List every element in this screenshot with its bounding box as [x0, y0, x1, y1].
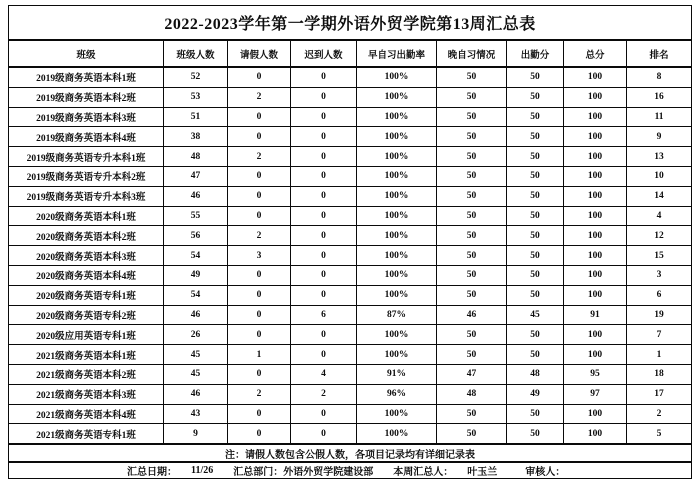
value-cell: 100: [564, 424, 627, 444]
value-cell: 50: [437, 424, 507, 444]
class-name-cell: 2019级商务英语本科2班: [9, 87, 164, 107]
value-cell: 50: [437, 404, 507, 424]
class-name-cell: 2020级商务英语本科1班: [9, 206, 164, 226]
value-cell: 17: [627, 384, 692, 404]
value-cell: 100%: [357, 285, 437, 305]
summary-person-value: 叶玉兰: [467, 467, 498, 479]
table-row: [9, 384, 692, 404]
class-name-cell: 2019级商务英语本科3班: [9, 107, 164, 127]
value-cell: 7: [627, 325, 692, 345]
value-cell: 100: [564, 345, 627, 365]
value-cell: 100: [564, 285, 627, 305]
value-cell: 50: [507, 265, 564, 285]
value-cell: 48: [437, 384, 507, 404]
value-cell: 18: [627, 364, 692, 384]
value-cell: 0: [228, 285, 291, 305]
class-name-cell: 2020级商务英语本科4班: [9, 265, 164, 285]
value-cell: 0: [228, 206, 291, 226]
value-cell: 50: [437, 67, 507, 87]
value-cell: 0: [228, 107, 291, 127]
value-cell: 97: [564, 384, 627, 404]
class-name-cell: 2019级商务英语本科1班: [9, 67, 164, 87]
value-cell: 19: [627, 305, 692, 325]
value-cell: 12: [627, 226, 692, 246]
value-cell: 6: [627, 285, 692, 305]
class-name-cell: 2020级应用英语专科1班: [9, 325, 164, 345]
value-cell: 0: [228, 67, 291, 87]
column-header-rank: 排名: [627, 40, 692, 67]
value-cell: 0: [228, 364, 291, 384]
value-cell: 100%: [357, 226, 437, 246]
table-row: [9, 226, 692, 246]
value-cell: 50: [437, 147, 507, 167]
value-cell: 50: [437, 206, 507, 226]
table-row: [9, 147, 692, 167]
value-cell: 55: [164, 206, 228, 226]
value-cell: 50: [507, 206, 564, 226]
table-row: [9, 285, 692, 305]
value-cell: 0: [291, 147, 357, 167]
value-cell: 0: [291, 87, 357, 107]
class-name-cell: 2020级商务英语专科2班: [9, 305, 164, 325]
value-cell: 48: [507, 364, 564, 384]
value-cell: 100: [564, 246, 627, 266]
value-cell: 46: [164, 384, 228, 404]
value-cell: 50: [507, 147, 564, 167]
value-cell: 100: [564, 186, 627, 206]
value-cell: 56: [164, 226, 228, 246]
value-cell: 4: [291, 364, 357, 384]
value-cell: 0: [291, 166, 357, 186]
value-cell: 0: [291, 206, 357, 226]
class-name-cell: 2020级商务英语本科3班: [9, 246, 164, 266]
value-cell: 100: [564, 147, 627, 167]
class-name-cell: 2020级商务英语专科1班: [9, 285, 164, 305]
value-cell: 100%: [357, 127, 437, 147]
value-cell: 3: [627, 265, 692, 285]
value-cell: 0: [291, 107, 357, 127]
value-cell: 50: [437, 285, 507, 305]
footer-line: [9, 463, 691, 478]
value-cell: 2: [228, 147, 291, 167]
value-cell: 48: [164, 147, 228, 167]
class-name-cell: 2021级商务英语本科4班: [9, 404, 164, 424]
value-cell: 100%: [357, 424, 437, 444]
value-cell: 2: [291, 384, 357, 404]
value-cell: 100: [564, 325, 627, 345]
value-cell: 46: [164, 305, 228, 325]
class-name-cell: 2021级商务英语专科1班: [9, 424, 164, 444]
value-cell: 51: [164, 107, 228, 127]
table-row: [9, 186, 692, 206]
value-cell: 100: [564, 265, 627, 285]
value-cell: 46: [164, 186, 228, 206]
column-header-late-count: 迟到人数: [291, 40, 357, 67]
value-cell: 26: [164, 325, 228, 345]
value-cell: 0: [291, 404, 357, 424]
value-cell: 0: [291, 424, 357, 444]
table-row: [9, 305, 692, 325]
summary-person-label: 本周汇总人：: [393, 467, 454, 479]
value-cell: 50: [507, 186, 564, 206]
value-cell: 46: [437, 305, 507, 325]
value-cell: 50: [437, 87, 507, 107]
value-cell: 50: [507, 404, 564, 424]
value-cell: 8: [627, 67, 692, 87]
value-cell: 38: [164, 127, 228, 147]
value-cell: 91: [564, 305, 627, 325]
value-cell: 100: [564, 67, 627, 87]
summary-dept-value: 外语外贸学院建设部: [283, 467, 374, 479]
header-row: [9, 40, 692, 67]
value-cell: 100%: [357, 246, 437, 266]
value-cell: 0: [228, 186, 291, 206]
value-cell: 50: [437, 265, 507, 285]
column-header-class-size: 班级人数: [164, 40, 228, 67]
column-header-class: 班级: [9, 40, 164, 67]
column-header-morning-attendance-rate: 早自习出勤率: [357, 40, 437, 67]
table-row: [9, 87, 692, 107]
table-row: [9, 166, 692, 186]
value-cell: 100%: [357, 186, 437, 206]
table-row: [9, 246, 692, 266]
value-cell: 15: [627, 246, 692, 266]
value-cell: 96%: [357, 384, 437, 404]
value-cell: 0: [291, 127, 357, 147]
value-cell: 43: [164, 404, 228, 424]
value-cell: 100%: [357, 87, 437, 107]
value-cell: 100: [564, 107, 627, 127]
class-name-cell: 2019级商务英语专升本科3班: [9, 186, 164, 206]
value-cell: 50: [507, 325, 564, 345]
value-cell: 1: [627, 345, 692, 365]
value-cell: 50: [507, 226, 564, 246]
value-cell: 50: [507, 87, 564, 107]
table-row: [9, 67, 692, 87]
value-cell: 0: [228, 265, 291, 285]
summary-table: [8, 5, 692, 479]
value-cell: 0: [291, 345, 357, 365]
value-cell: 50: [437, 226, 507, 246]
value-cell: 0: [291, 246, 357, 266]
column-header-attendance-score: 出勤分: [507, 40, 564, 67]
footer-row: [9, 462, 692, 479]
value-cell: 95: [564, 364, 627, 384]
value-cell: 10: [627, 166, 692, 186]
value-cell: 0: [291, 265, 357, 285]
value-cell: 100%: [357, 265, 437, 285]
page-title: 2022-2023学年第一学期外语外贸学院第13周汇总表: [9, 6, 692, 41]
value-cell: 45: [164, 345, 228, 365]
class-name-cell: 2019级商务英语本科4班: [9, 127, 164, 147]
table-row: [9, 345, 692, 365]
value-cell: 100: [564, 87, 627, 107]
value-cell: 54: [164, 246, 228, 266]
value-cell: 0: [228, 325, 291, 345]
value-cell: 0: [291, 325, 357, 345]
value-cell: 0: [228, 404, 291, 424]
value-cell: 50: [507, 67, 564, 87]
class-name-cell: 2021级商务英语本科3班: [9, 384, 164, 404]
value-cell: 100: [564, 166, 627, 186]
table-row: [9, 127, 692, 147]
value-cell: 100%: [357, 206, 437, 226]
summary-date-value: 11/26: [191, 465, 214, 477]
value-cell: 49: [507, 384, 564, 404]
value-cell: 100: [564, 206, 627, 226]
summary-date-label: 汇总日期：: [127, 467, 177, 479]
value-cell: 50: [437, 345, 507, 365]
value-cell: 100: [564, 404, 627, 424]
value-cell: 100%: [357, 345, 437, 365]
value-cell: 50: [437, 186, 507, 206]
value-cell: 13: [627, 147, 692, 167]
column-header-evening-study-status: 晚自习情况: [437, 40, 507, 67]
value-cell: 91%: [357, 364, 437, 384]
value-cell: 50: [437, 107, 507, 127]
value-cell: 9: [164, 424, 228, 444]
note-row: [9, 444, 692, 462]
value-cell: 50: [437, 325, 507, 345]
value-cell: 3: [228, 246, 291, 266]
table-row: [9, 364, 692, 384]
class-name-cell: 2019级商务英语专升本科2班: [9, 166, 164, 186]
value-cell: 53: [164, 87, 228, 107]
value-cell: 50: [507, 107, 564, 127]
table-row: [9, 325, 692, 345]
value-cell: 100%: [357, 147, 437, 167]
weekly-summary-sheet: [8, 5, 692, 479]
column-header-total-score: 总分: [564, 40, 627, 67]
value-cell: 9: [627, 127, 692, 147]
value-cell: 0: [228, 424, 291, 444]
value-cell: 6: [291, 305, 357, 325]
value-cell: 11: [627, 107, 692, 127]
table-row: [9, 404, 692, 424]
value-cell: 100: [564, 127, 627, 147]
summary-dept-label: 汇总部门：: [233, 467, 284, 479]
value-cell: 2: [228, 384, 291, 404]
class-name-cell: 2019级商务英语专升本科1班: [9, 147, 164, 167]
column-header-leave-count: 请假人数: [228, 40, 291, 67]
value-cell: 1: [228, 345, 291, 365]
value-cell: 0: [228, 166, 291, 186]
table-row: [9, 107, 692, 127]
value-cell: 45: [164, 364, 228, 384]
value-cell: 0: [291, 186, 357, 206]
title-row: [9, 6, 692, 41]
class-name-cell: 2021级商务英语本科1班: [9, 345, 164, 365]
value-cell: 87%: [357, 305, 437, 325]
table-row: [9, 424, 692, 444]
value-cell: 0: [291, 285, 357, 305]
value-cell: 100: [564, 226, 627, 246]
value-cell: 54: [164, 285, 228, 305]
value-cell: 47: [437, 364, 507, 384]
value-cell: 0: [228, 305, 291, 325]
value-cell: 14: [627, 186, 692, 206]
value-cell: 100%: [357, 325, 437, 345]
value-cell: 52: [164, 67, 228, 87]
value-cell: 100%: [357, 404, 437, 424]
table-row: [9, 206, 692, 226]
value-cell: 0: [291, 67, 357, 87]
note-text: 注：请假人数包含公假人数，各项目记录均有详细记录表: [9, 444, 692, 462]
value-cell: 50: [507, 345, 564, 365]
value-cell: 49: [164, 265, 228, 285]
value-cell: 100%: [357, 67, 437, 87]
table-row: [9, 265, 692, 285]
value-cell: 4: [627, 206, 692, 226]
value-cell: 2: [228, 226, 291, 246]
value-cell: 2: [228, 87, 291, 107]
value-cell: 50: [437, 166, 507, 186]
class-name-cell: 2020级商务英语本科2班: [9, 226, 164, 246]
value-cell: 0: [291, 226, 357, 246]
value-cell: 100%: [357, 166, 437, 186]
class-name-cell: 2021级商务英语本科2班: [9, 364, 164, 384]
value-cell: 50: [507, 424, 564, 444]
footer-cell: [9, 462, 692, 479]
value-cell: 100%: [357, 107, 437, 127]
value-cell: 50: [437, 246, 507, 266]
value-cell: 2: [627, 404, 692, 424]
value-cell: 16: [627, 87, 692, 107]
value-cell: 50: [507, 246, 564, 266]
value-cell: 50: [507, 166, 564, 186]
value-cell: 50: [507, 127, 564, 147]
value-cell: 45: [507, 305, 564, 325]
value-cell: 5: [627, 424, 692, 444]
value-cell: 0: [228, 127, 291, 147]
value-cell: 50: [437, 127, 507, 147]
value-cell: 47: [164, 166, 228, 186]
value-cell: 50: [507, 285, 564, 305]
reviewer-label: 审核人：: [525, 467, 566, 479]
